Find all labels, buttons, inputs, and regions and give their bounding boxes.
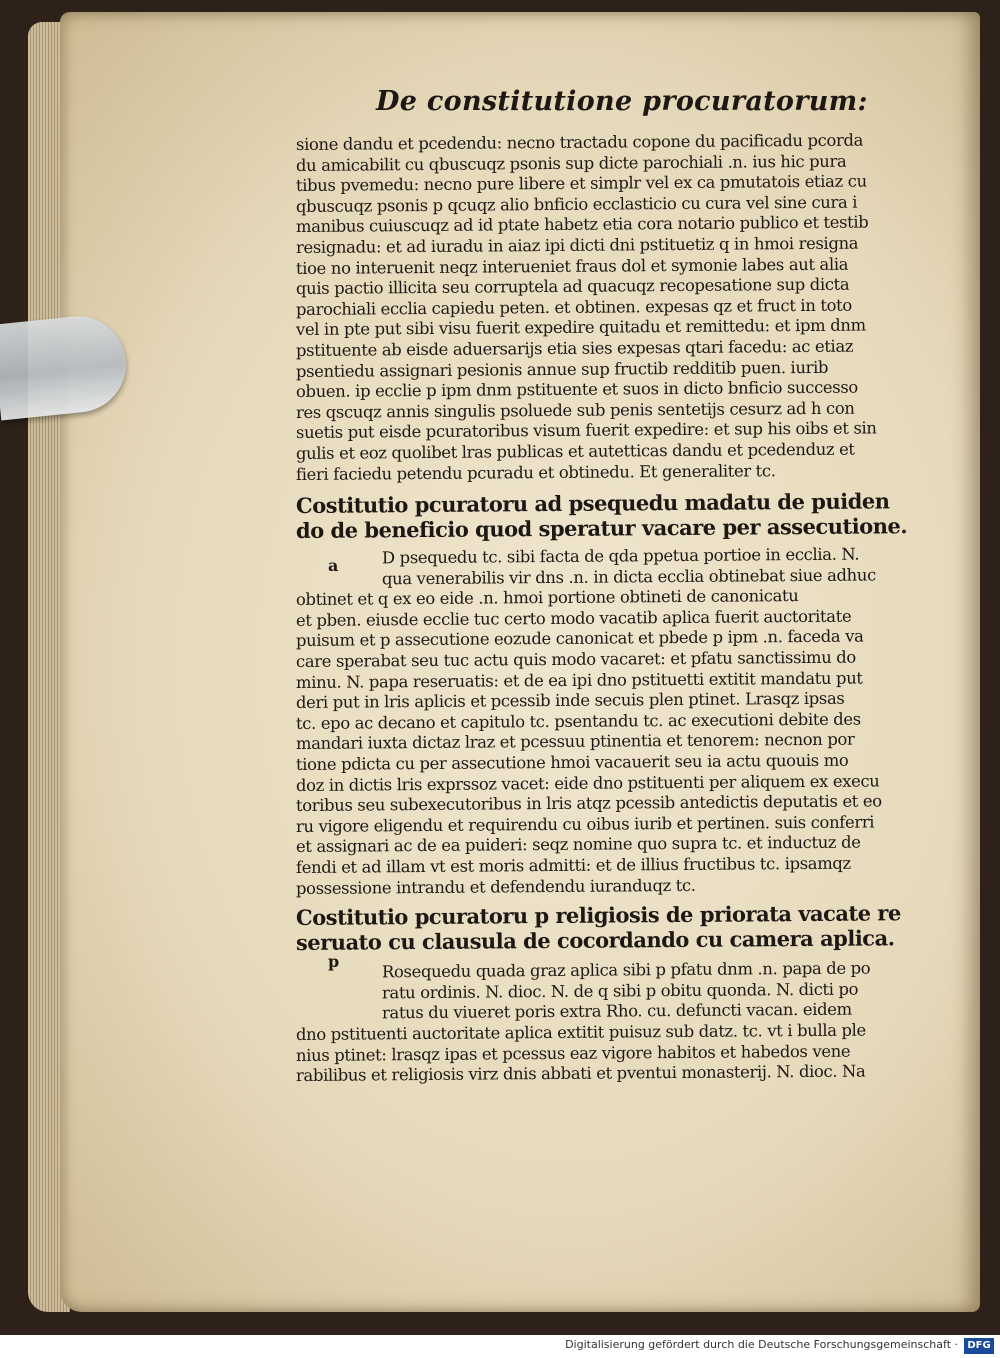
text-line: qua venerabilis vir dns .n. in dicta ecclia obtinebat siue adhuc (381, 565, 876, 589)
text-line: minu. N. papa reseruatis: et de ea ipi dno pstituetti extitit mandatu put (295, 668, 863, 692)
text-line: ratus du viueret poris extra Rho. cu. defuncti vacan. eidem (381, 1000, 852, 1023)
text-line: tione pdicta cu per assecutione hmoi vacauerit seu ia actu quouis mo (295, 750, 849, 775)
rubric-line: Costitutio pcuratoru ad psequedu madatu de puiden (295, 488, 890, 519)
section-1 (295, 488, 908, 899)
text-line: obuen. ip ecclie p ipm dnm pstituente et suos in dicto bnficio successo (295, 377, 858, 402)
section-2 (295, 900, 908, 1087)
paragraph-continuation (295, 130, 908, 485)
text-line: sione dandu et pcedendu: necno tractadu copone du pacificadu pcorda (295, 130, 864, 154)
text-line: ratu ordinis. N. dioc. N. de q sibi p obitu quonda. N. dicti po (381, 979, 859, 1003)
text-line: doz in dictis lris exprssoz vacet: eide dno pstituenti per aliquem ex execu (295, 771, 880, 795)
text-line: possessione intrandu et defendendu iuranduqz tc. (295, 875, 696, 898)
text-line: Rosequedu quada graz aplica sibi p pfatu dnm .n. papa de po (381, 958, 871, 982)
text-line: deri put in lris aplicis et pcessib inde secuis plen ptinet. Lrasqz ipsas (295, 688, 845, 713)
dfg-logo: DFG (964, 1338, 994, 1354)
text-block (296, 86, 908, 1087)
text-line: psentiedu assignari pesionis annue sup fructib redditib puen. iurib (295, 357, 829, 381)
text-line: rabilibus et religiosis virz dnis abbati et pventui monasterij. N. dioc. Na (295, 1061, 866, 1086)
text-line: fendi et ad illam vt est moris admitti: et de illius fructibus tc. ipsamqz (295, 853, 851, 877)
running-header: De constitutione procuratorum: (376, 86, 868, 117)
text-line: gulis et eoz quolibet lras publicas et autetticas dandu et pcedenduz et (295, 439, 855, 463)
rubric-line: do de beneficio quod speratur vacare per assecutione. (295, 513, 908, 544)
text-line: manibus cuiuscuqz ad id ptate habetz etia cora notario publico et testib (295, 212, 869, 237)
text-line: nius ptinet: lrasqz ipas et pcessus eaz vigore habitos et habedos vene (295, 1041, 851, 1065)
text-line: obtinet et q ex eo eide .n. hmoi portione obtineti de canonicatu (295, 586, 799, 610)
text-line: et pben. eiusde ecclie tuc certo modo vacatib aplica fuerit auctoritate (295, 606, 852, 630)
section-2-body (295, 958, 908, 1087)
text-line: qbuscuqz psonis p qcuqz alio bnficio ecclasticio cu cura vel sine cura i (295, 192, 858, 216)
text-line: puisum et p assecutione eozude canonicat et pbede p ipm .n. faceda va (295, 627, 864, 651)
section-1-body (295, 544, 908, 899)
margin-letter-p: p (328, 952, 340, 971)
rubric-line: seruato cu clausula de cocordando cu camera aplica. (295, 925, 895, 956)
text-line: mandari iuxta dictaz lraz et pcessuu ptinentia et tenorem: necnon por (295, 730, 855, 754)
rubric-line: Costitutio pcuratoru p religiosis de priorata vacate re (295, 900, 901, 931)
text-line: toribus seu subexecutoribus in lris atqz pcessib antedictis deputatis et eo (295, 791, 882, 816)
text-line: tc. epo ac decano et capitulo tc. psentandu tc. ac executioni debite des (295, 709, 861, 733)
text-line: res qscuqz annis singulis psoluede sub penis sentetijs cesurz ad h con (295, 398, 855, 422)
text-line: resignadu: et ad iuradu in aiaz ipi dicti dni pstituetiz q in hmoi resigna (295, 233, 859, 257)
text-line: care sperabat seu tuc actu quis modo vacaret: et pfatu sanctissimu do (295, 647, 856, 672)
text-line: tioe no interuenit neqz interueniet fraus dol et symonie labes aut alia (295, 254, 849, 278)
section-2-rubric (295, 900, 908, 956)
text-line: tibus pvemedu: necno pure libere et simplr vel ex ca pmutatois etiaz cu (295, 171, 867, 196)
section-1-rubric (295, 488, 908, 544)
text-line: suetis put eisde pcuratoribus visum fuerit expedire: et sup his oibs et sin (295, 418, 877, 443)
text-line: ru vigore eligendu et requirendu cu oibus iurib et pertinen. suis conferri (295, 812, 875, 836)
footer-credit: Digitalisierung gefördert durch die Deutsche Forschungsgemeinschaft · (565, 1338, 958, 1351)
text-line: parochiali ecclia capiedu peten. et obtinen. expesas qz et fruct in toto (295, 295, 852, 319)
text-line: quis pactio illicita seu corruptela ad quacuqz recopesatione sup dicta (295, 274, 850, 299)
text-line: pstituente ab eisde aduersarijs etia sies expesas qtari facedu: ac etiaz (295, 336, 854, 360)
text-line: vel in pte put sibi visu fuerit expedire quitadu et remittedu: et ipm dnm (295, 315, 866, 340)
margin-letter-a: a (328, 556, 339, 575)
text-line: dno pstituenti auctoritate aplica extitit puisuz sub datz. tc. vt i bulla ple (295, 1020, 866, 1044)
text-line: D psequedu tc. sibi facta de qda ppetua portioe in ecclia. N. (381, 544, 860, 568)
text-line: et assignari ac de ea puideri: seqz nomine quo supra tc. et inductuz de (295, 832, 861, 857)
text-line: du amicabilit cu qbuscuqz psonis sup dicte parochiali .n. ius hic pura (295, 151, 847, 175)
text-line: fieri faciedu petendu pcuradu et obtinedu. Et generaliter tc. (295, 460, 776, 484)
